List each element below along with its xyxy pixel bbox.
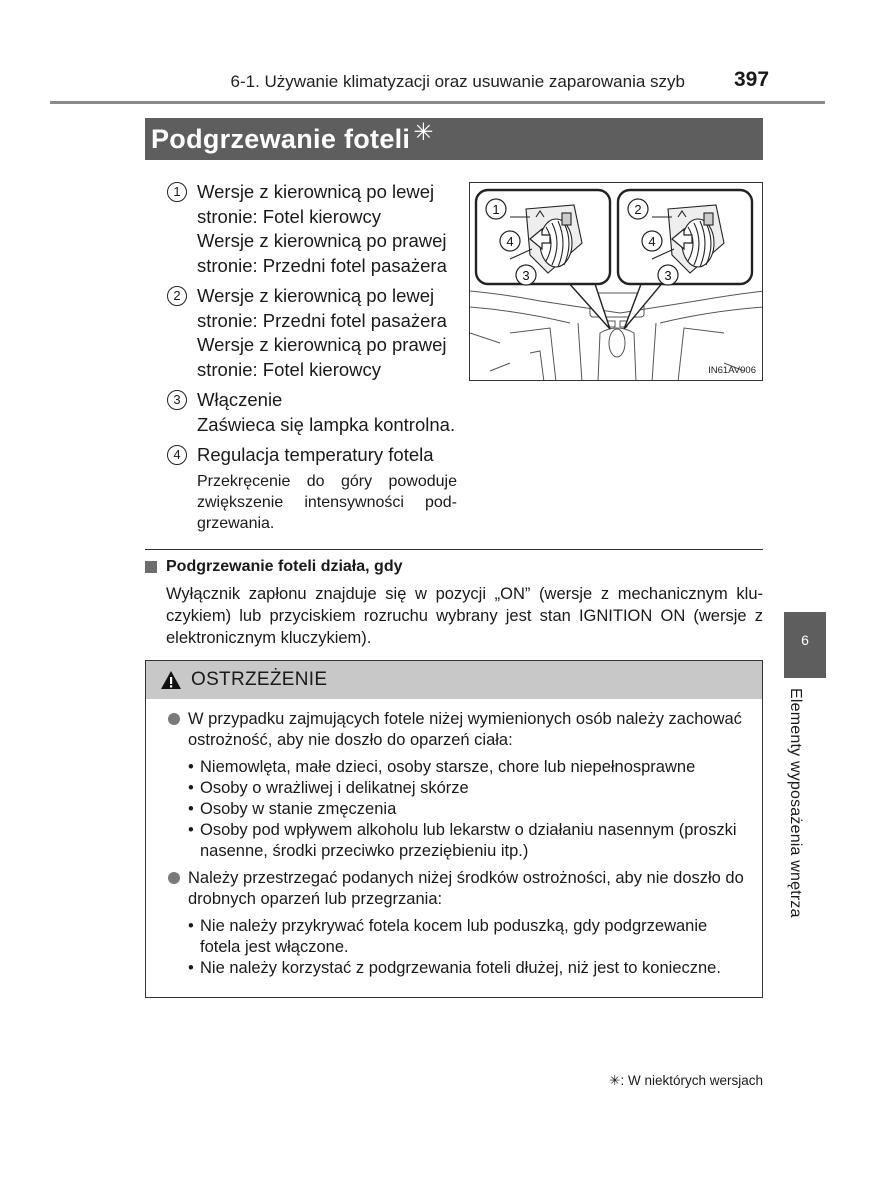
- subsection-heading: [145, 558, 402, 576]
- bullet-text: Niemowlęta, małe dzieci, osoby starsze, chore lub niepełnosprawne: [200, 758, 696, 776]
- item-text: Wersje z kierownicą po lewej: [197, 285, 435, 306]
- section-title: Podgrzewanie foteli: [151, 123, 411, 154]
- figure-code: IN61AV006: [708, 365, 756, 376]
- callout-number: 3: [522, 268, 530, 283]
- header-rule: [50, 101, 825, 104]
- list-item: [167, 388, 457, 437]
- item-text: Zaświeca się lampka kontrolna.: [197, 413, 456, 435]
- callout-number: 2: [634, 202, 642, 217]
- warning-box: [145, 660, 763, 998]
- item-note: Przekręcenie do góry powoduje zwiększenie intensywności pod-grzewania.: [197, 472, 457, 532]
- bullet-text: Osoby w stanie zmęczenia: [200, 800, 397, 818]
- item-text: stronie: Przedni fotel pasażera: [197, 309, 447, 331]
- callout-number: 4: [648, 234, 656, 249]
- item-list: [167, 180, 457, 540]
- item-text: stronie: Przedni fotel pasażera: [197, 254, 447, 276]
- running-header-section: 6-1. Używanie klimatyzacji oraz usuwanie zaparowania szyb: [230, 72, 685, 91]
- bullet-char: •: [188, 779, 194, 797]
- warning-title: OSTRZEŻENIE: [191, 669, 328, 690]
- seat-heater-illustration: [469, 182, 763, 381]
- list-item: [167, 284, 457, 382]
- circle-bullet-icon: [168, 872, 180, 884]
- bullet-text: Osoby o wrażliwej i delikatnej skórze: [200, 779, 469, 797]
- callout-number: 3: [664, 268, 672, 283]
- bullet-char: •: [188, 821, 194, 839]
- list-item: [188, 820, 748, 862]
- warning-paragraph: [168, 868, 748, 910]
- callout-number: 4: [506, 234, 514, 249]
- item-text: Wersje z kierownicą po prawej: [197, 334, 447, 355]
- item-text: stronie: Fotel kierowcy: [197, 205, 382, 227]
- list-item: [188, 958, 748, 979]
- page-number: 397: [734, 68, 770, 91]
- list-item: [188, 757, 748, 778]
- subsection-body: Wyłącznik zapłonu znajduje się w pozycji „ON” (wersje z mechanicznym klu-czykiem) lub przyciskiem rozruchu wybrany jest stan IGNITION ON (wersje z elektronicznym kluczykiem).: [166, 585, 763, 647]
- list-item: [188, 799, 748, 820]
- list-item: [188, 916, 748, 958]
- item-number: 2: [167, 286, 187, 306]
- circle-bullet-icon: [168, 713, 180, 725]
- bullet-char: •: [188, 758, 194, 776]
- item-number: 3: [167, 390, 187, 410]
- warning-body: [168, 709, 748, 979]
- warning-paragraph-text: W przypadku zajmujących fotele niżej wymienionych osób należy zachować ostrożność, aby nie doszło do oparzeń ciała:: [188, 710, 742, 749]
- subsection-title: Podgrzewanie foteli działa, gdy: [166, 558, 403, 575]
- warning-triangle-icon: [160, 670, 182, 690]
- bullet-char: •: [188, 959, 194, 977]
- footnote: ✳: W niektórych wersjach: [609, 1073, 763, 1088]
- bullet-char: •: [188, 917, 194, 935]
- item-text: Wersje z kierownicą po lewej: [197, 181, 435, 202]
- asterisk-mark: ✳: [413, 118, 434, 146]
- chapter-label: Elementy wyposażenia wnętrza: [787, 688, 804, 918]
- item-text: Włączenie: [197, 389, 283, 410]
- section-title-bar: [145, 118, 763, 160]
- warning-paragraph-text: Należy przestrzegać podanych niżej środków ostrożności, aby nie doszło do drobnych oparzeń lub przegrzania:: [188, 869, 744, 908]
- bullet-text: Osoby pod wpływem alkoholu lub lekarstw o działaniu nasennym (proszki nasenne, środki przeciwko przeziębieniu itp.): [200, 821, 737, 860]
- item-number: 4: [167, 445, 187, 465]
- item-text: Wersje z kierownicą po prawej: [197, 230, 447, 251]
- list-item: [167, 443, 457, 534]
- item-number: 1: [167, 182, 187, 202]
- dashboard-drawing: [470, 183, 763, 381]
- list-item: [188, 778, 748, 799]
- item-text: stronie: Fotel kierowcy: [197, 358, 382, 380]
- chapter-number: 6: [801, 632, 809, 648]
- list-item: [167, 180, 457, 278]
- bullet-text: Nie należy korzystać z podgrzewania foteli dłużej, niż jest to konieczne.: [200, 959, 721, 977]
- bullet-char: •: [188, 800, 194, 818]
- warning-paragraph: [168, 709, 748, 751]
- item-text: Regulacja temperatury fotela: [197, 444, 434, 465]
- warning-header: [146, 661, 762, 699]
- bullet-text: Nie należy przykrywać fotela kocem lub poduszką, gdy podgrzewanie fotela jest włączone.: [200, 917, 708, 956]
- callout-number: 1: [492, 202, 500, 217]
- subsection-rule: [145, 549, 763, 550]
- square-bullet-icon: [145, 561, 157, 573]
- chapter-tab: [784, 612, 826, 678]
